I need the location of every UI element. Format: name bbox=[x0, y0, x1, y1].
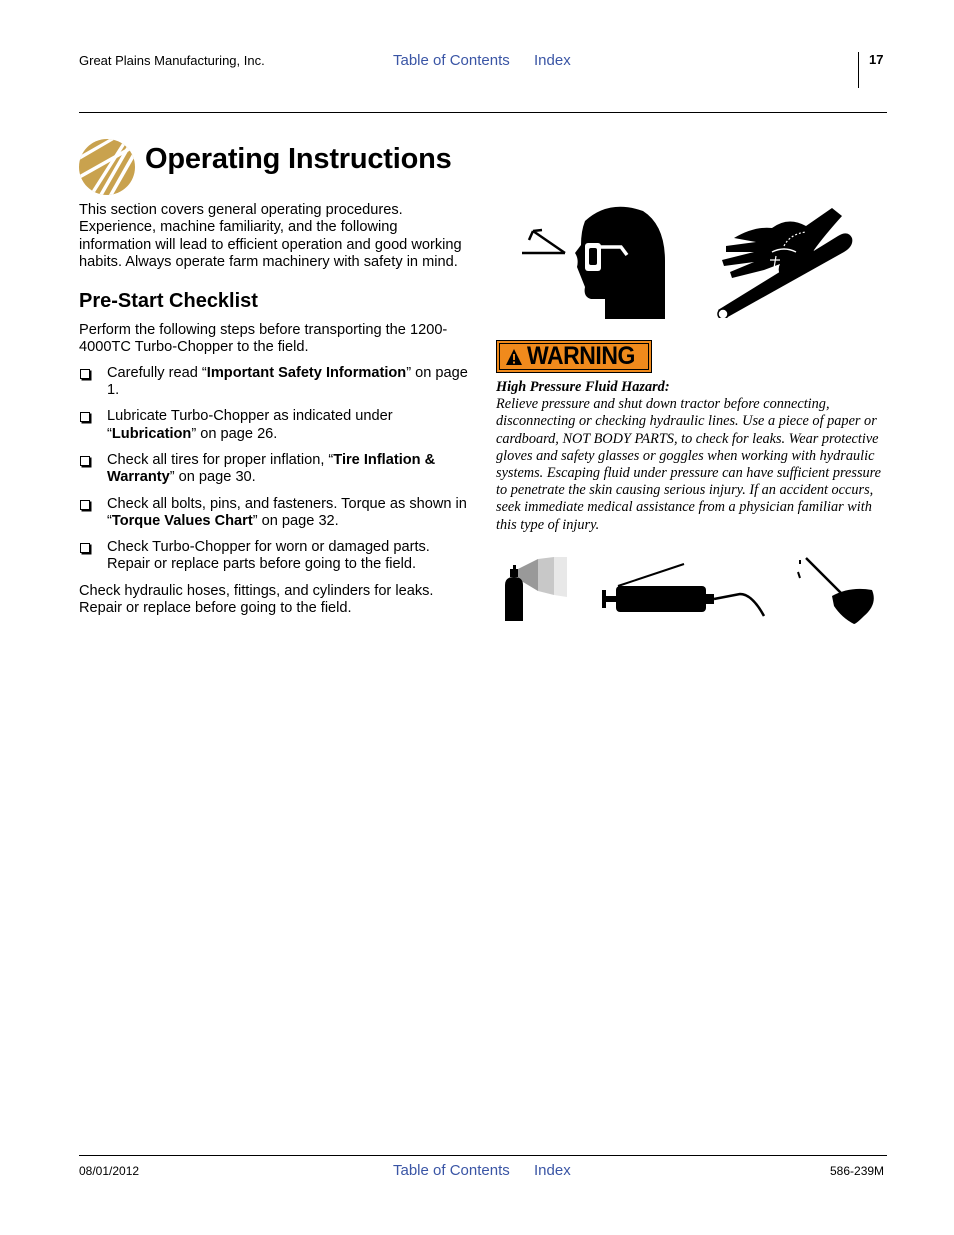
checklist bbox=[79, 365, 471, 574]
checkbox-icon bbox=[80, 412, 90, 422]
warning-triangle-icon bbox=[505, 348, 523, 366]
checklist-heading: Pre-Start Checklist bbox=[79, 290, 258, 313]
warning-label: WARNING bbox=[527, 342, 635, 370]
reference-link-text: Lubrication bbox=[111, 425, 192, 442]
warning-badge-inner bbox=[499, 343, 649, 370]
page-title: Operating Instructions bbox=[145, 143, 452, 175]
footer-doc-number: 586-239M bbox=[830, 1164, 885, 1178]
checklist-item: Check all bolts, pins, and fasteners. Torque as shown in “Torque Values Chart” on page 32. bbox=[79, 496, 471, 531]
footer-date: 08/01/2012 bbox=[79, 1164, 140, 1178]
footer-toc-link[interactable]: Table of Contents bbox=[393, 1162, 510, 1179]
warning-badge bbox=[496, 340, 652, 373]
checkbox-icon bbox=[80, 543, 90, 553]
checkbox-icon bbox=[80, 369, 90, 379]
reference-link-text: Torque Values Chart bbox=[111, 512, 253, 529]
reference-link-text: Tire Inflation & Warranty bbox=[107, 451, 436, 486]
header-company: Great Plains Manufacturing, Inc. bbox=[79, 53, 265, 68]
grease-gun-icon bbox=[600, 560, 768, 620]
hazard-title: High Pressure Fluid Hazard: bbox=[496, 379, 670, 395]
header-toc-link[interactable]: Table of Contents bbox=[393, 52, 510, 69]
company-logo-icon bbox=[78, 138, 136, 196]
header-index-link[interactable]: Index bbox=[534, 52, 571, 69]
checkbox-icon bbox=[80, 500, 90, 510]
checklist-item: Lubricate Turbo-Chopper as indicated under “Lubrication” on page 26. bbox=[79, 408, 471, 443]
closing-paragraph: Check hydraulic hoses, fittings, and cylinders for leaks. Repair or replace before going to the field. bbox=[79, 582, 434, 617]
spray-can-icon bbox=[500, 555, 570, 623]
header-divider bbox=[858, 52, 859, 88]
left-column bbox=[79, 202, 471, 617]
checklist-item: Carefully read “Important Safety Information” on page 1. bbox=[79, 365, 471, 400]
checklist-item: Check all tires for proper inflation, “Tire Inflation & Warranty” on page 30. bbox=[79, 452, 471, 487]
footer-index-link[interactable]: Index bbox=[534, 1162, 571, 1179]
intro-paragraph: This section covers general operating procedures. Experience, machine familiarity, and the following information will lead to efficient operation and good working habits. Always operate farm machinery with safety in mind. bbox=[79, 202, 462, 270]
header-rule bbox=[79, 112, 887, 113]
safety-glasses-head-icon bbox=[519, 203, 667, 321]
footer-rule bbox=[79, 1155, 887, 1156]
oil-can-icon bbox=[794, 556, 876, 626]
reference-link-text: Important Safety Information bbox=[206, 364, 407, 381]
page-number: 17 bbox=[869, 52, 884, 67]
hazard-text: Relieve pressure and shut down tractor before connecting, disconnecting or checking hydraulic lines. Use a piece of paper or cardboard, NOT BODY PARTS, to check for leaks. Wear protective gloves and safety glasses or goggles when working with hydraulic systems. Escaping fluid under pressure can have sufficient pressure to penetrate the skin causing serious injury. If an accident occurs, seek immediate medical assistance from a physician familiar with this type of injury. bbox=[496, 396, 882, 533]
hazard-block bbox=[496, 379, 890, 534]
checklist-lead: Perform the following steps before transporting the 1200-4000TC Turbo-Chopper to the field. bbox=[79, 322, 448, 356]
checklist-item: Check Turbo-Chopper for worn or damaged parts. Repair or replace parts before going to the field. bbox=[79, 539, 471, 574]
checkbox-icon bbox=[80, 456, 90, 466]
hand-hydraulic-line-icon bbox=[714, 206, 854, 318]
